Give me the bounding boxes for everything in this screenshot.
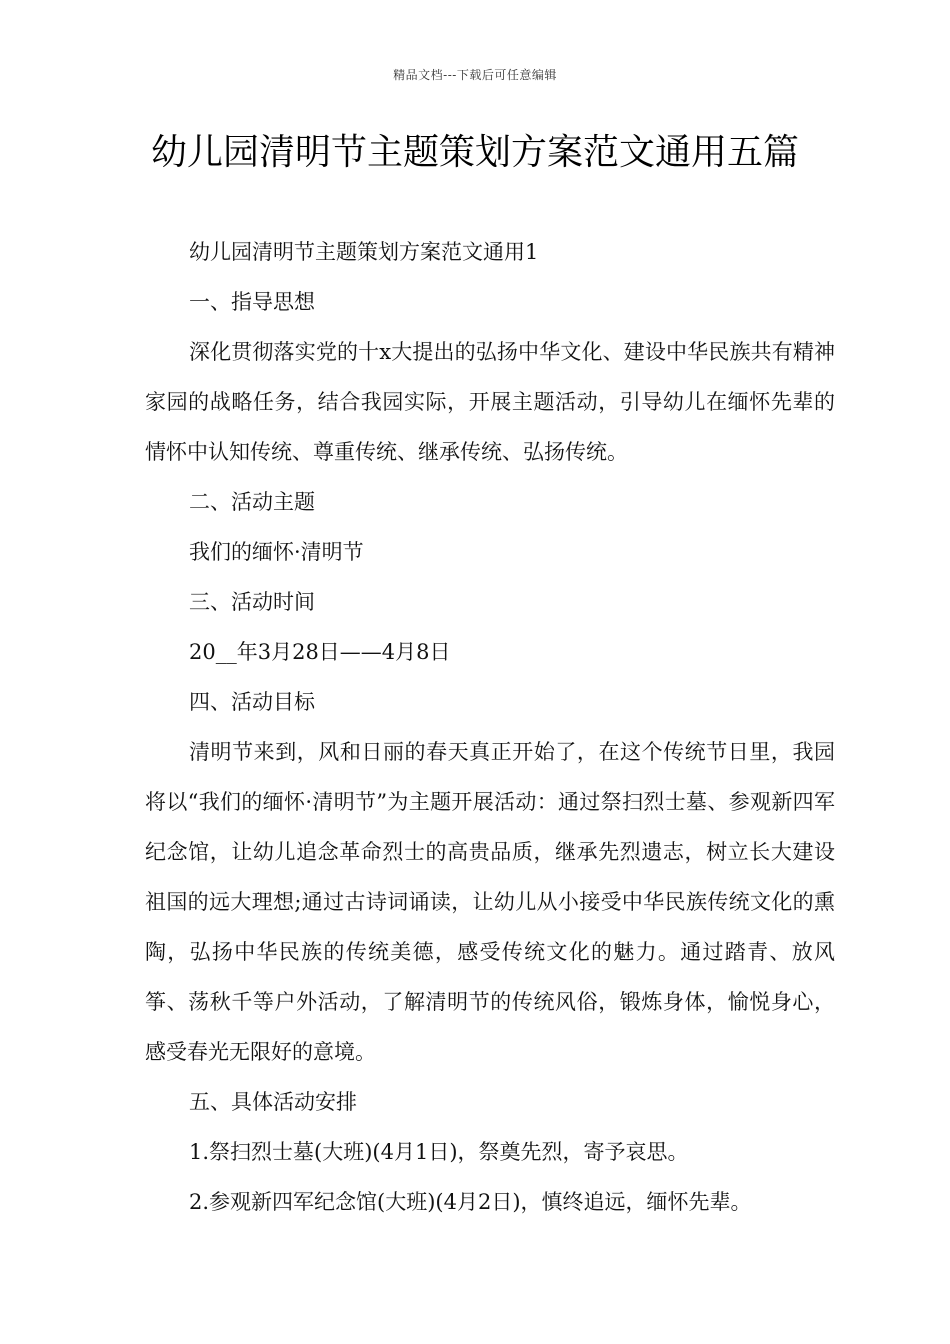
document-title: 幼儿园清明节主题策划方案范文通用五篇 xyxy=(150,132,799,173)
header-note: 精品文档---下载后可任意编辑 xyxy=(393,68,557,82)
schedule-item-2: 2.参观新四军纪念馆(大班)(4月2日)，慎终追远，缅怀先辈。 xyxy=(189,1190,752,1214)
heading-activity-time: 三、活动时间 xyxy=(189,590,315,614)
paragraph-guiding-idea: 深化贯彻落实党的十x大提出的弘扬中华文化、建设中华民族共有精神家园的战略任务，结合我园实际，开展主题活动，引导幼儿在缅怀先辈的情怀中认知传统、尊重传统、继承传统、弘扬传统。 xyxy=(145,340,835,464)
paragraph-activity-theme: 我们的缅怀·清明节 xyxy=(189,540,364,564)
section-subtitle: 幼儿园清明节主题策划方案范文通用1 xyxy=(189,240,539,264)
heading-activity-goal: 四、活动目标 xyxy=(189,690,315,714)
paragraph-activity-goal: 清明节来到，风和日丽的春天真正开始了，在这个传统节日里，我园将以“我们的缅怀·清明节”为主题开展活动：通过祭扫烈士墓、参观新四军纪念馆，让幼儿追念革命烈士的高贵品质，继承先烈遗志，树立长大建设祖国的远大理想;通过古诗词诵读，让幼儿从小接受中华民族传统文化的熏陶，弘扬中华民族的传统美德，感受传统文化的魅力。通过踏青、放风筝、荡秋千等户外活动，了解清明节的传统风俗，锻炼身体，愉悦身心，感受春光无限好的意境。 xyxy=(145,740,835,1064)
paragraph-activity-time: 20__年3月28日——4月8日 xyxy=(189,640,451,664)
document-body xyxy=(145,227,835,1227)
heading-activity-schedule: 五、具体活动安排 xyxy=(189,1090,357,1114)
heading-activity-theme: 二、活动主题 xyxy=(189,490,315,514)
heading-guiding-idea: 一、指导思想 xyxy=(189,290,315,314)
schedule-item-1: 1.祭扫烈士墓(大班)(4月1日)，祭奠先烈，寄予哀思。 xyxy=(189,1140,689,1164)
